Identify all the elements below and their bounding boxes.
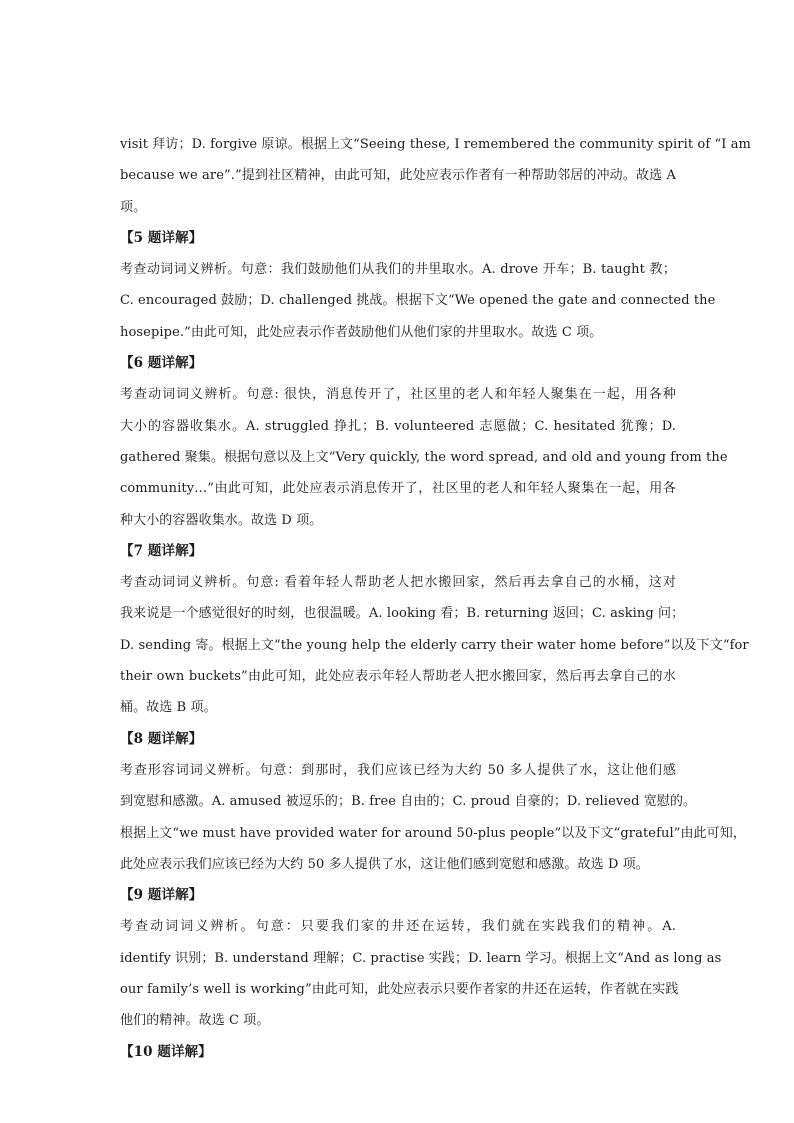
- text-line: 大小的容器收集水。A. struggled 挣扎；B. volunteered 志愿做；C. hesitated 犹豫；D.: [120, 418, 676, 434]
- section-heading-q5: 【5 题详解】: [120, 229, 203, 246]
- text-line: 考查形容词词义辨析。句意：到那时，我们应该已经为大约 50 多人提供了水，这让他们感: [120, 762, 676, 778]
- text-line: 我来说是一个感觉很好的时刻，也很温暖。A. looking 看；B. returning 返回；C. asking 问；: [120, 606, 685, 622]
- text-line: identify 识别；B. understand 理解；C. practise 实践；D. learn 学习。根据上文“And as long as: [120, 950, 722, 966]
- text-line: D. sending 寄。根据上文“the young help the elderly carry their water home before”以及下文“for: [120, 637, 749, 653]
- text-line: 项。: [120, 199, 147, 215]
- text-line: 考查动词词义辨析。句意: 很快，消息传开了，社区里的老人和年轻人聚集在一起，用各种: [120, 387, 676, 403]
- text-line: 到宽慰和感激。A. amused 被逗乐的；B. free 自由的；C. proud 自豪的；D. relieved 宽慰的。: [120, 794, 697, 810]
- text-line: 他们的精神。故选 C 项。: [120, 1013, 270, 1029]
- document-body: [120, 129, 751, 1068]
- text-line: 种大小的容器收集水。故选 D 项。: [120, 512, 323, 528]
- text-line: 考查动词词义辨析。句意：只要我们家的井还在运转，我们就在实践我们的精神。A.: [120, 919, 676, 935]
- text-line: C. encouraged 鼓励；D. challenged 挑战。根据下文“We opened the gate and connected the: [120, 293, 716, 309]
- text-line: because we are”.”提到社区精神，由此可知，此处应表示作者有一种帮助邻居的冲动。故选 A: [120, 168, 676, 184]
- text-line: 桶。故选 B 项。: [120, 700, 217, 716]
- text-line: gathered 聚集。根据句意以及上文“Very quickly, the word spread, and old and young from the: [120, 449, 728, 465]
- text-line: 考查动词词义辨析。句意：我们鼓励他们从我们的井里取水。A. drove 开车；B. taught 教；: [120, 262, 676, 278]
- text-line: 根据上文“we must have provided water for around 50-plus people”以及下文“grateful”由此可知，: [120, 825, 746, 841]
- text-line: our family’s well is working”由此可知，此处应表示只要作者家的井还在运转，作者就在实践: [120, 982, 679, 998]
- section-heading-q6: 【6 题详解】: [120, 355, 203, 372]
- text-line: 考查动词词义辨析。句意: 看着年轻人帮助老人把水搬回家，然后再去拿自己的水桶，这对: [120, 575, 676, 591]
- section-heading-q10: 【10 题详解】: [120, 1043, 212, 1060]
- text-line: their own buckets”由此可知，此处应表示年轻人帮助老人把水搬回家，然后再去拿自己的水: [120, 669, 676, 685]
- text-line: hosepipe.”由此可知，此处应表示作者鼓励他们从他们家的井里取水。故选 C 项。: [120, 324, 603, 340]
- section-heading-q7: 【7 题详解】: [120, 542, 203, 559]
- text-line: visit 拜访；D. forgive 原谅。根据上文“Seeing these, I remembered the community spirit of “I am: [120, 137, 751, 152]
- section-heading-q8: 【8 题详解】: [120, 730, 203, 747]
- text-line: community…”由此可知，此处应表示消息传开了，社区里的老人和年轻人聚集在一起，用各: [120, 481, 676, 497]
- text-line: 此处应表示我们应该已经为大约 50 多人提供了水，这让他们感到宽慰和感激。故选 D 项。: [120, 856, 649, 872]
- section-heading-q9: 【9 题详解】: [120, 887, 203, 904]
